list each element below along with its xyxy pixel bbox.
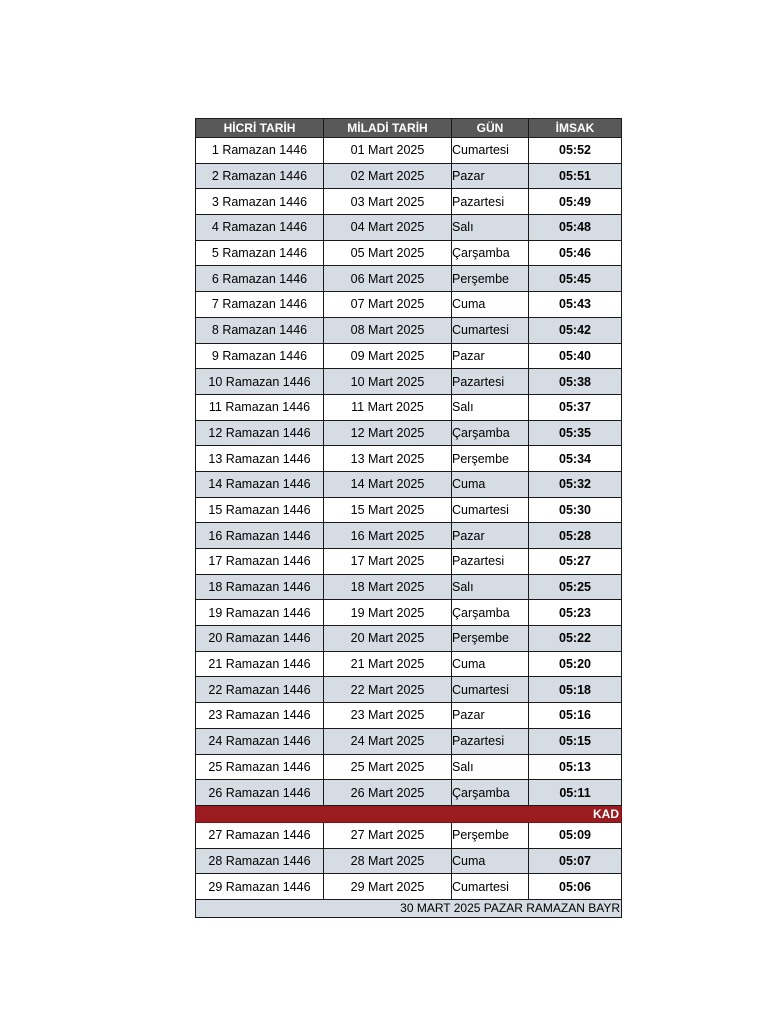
header-gun: GÜN [452, 119, 529, 138]
hicri-date-cell: 2 Ramazan 1446 [196, 163, 324, 189]
hicri-date-cell: 25 Ramazan 1446 [196, 754, 324, 780]
imsakiye-table [195, 118, 622, 918]
bayram-note: 30 MART 2025 PAZAR RAMAZAN BAYR [196, 899, 622, 917]
kadir-gecesi-banner [196, 805, 622, 822]
header-miladi-tarih: MİLADİ TARİH [324, 119, 452, 138]
miladi-date-cell: 10 Mart 2025 [324, 369, 452, 395]
miladi-date-cell: 07 Mart 2025 [324, 292, 452, 318]
table-row [196, 874, 622, 900]
table-row [196, 549, 622, 575]
imsak-time-cell: 05:52 [529, 138, 622, 164]
table-row [196, 266, 622, 292]
miladi-date-cell: 27 Mart 2025 [324, 822, 452, 848]
imsak-time-cell: 05:09 [529, 822, 622, 848]
hicri-date-cell: 14 Ramazan 1446 [196, 471, 324, 497]
imsak-time-cell: 05:28 [529, 523, 622, 549]
table-row [196, 189, 622, 215]
miladi-date-cell: 22 Mart 2025 [324, 677, 452, 703]
day-name-cell: Salı [452, 574, 529, 600]
table-row [196, 292, 622, 318]
imsak-time-cell: 05:42 [529, 317, 622, 343]
imsak-time-cell: 05:27 [529, 549, 622, 575]
table-row [196, 677, 622, 703]
table-row [196, 317, 622, 343]
day-name-cell: Perşembe [452, 266, 529, 292]
day-name-cell: Pazartesi [452, 369, 529, 395]
miladi-date-cell: 20 Mart 2025 [324, 626, 452, 652]
table-row [196, 780, 622, 806]
miladi-date-cell: 23 Mart 2025 [324, 703, 452, 729]
bayram-section [196, 899, 622, 917]
day-name-cell: Pazartesi [452, 189, 529, 215]
miladi-date-cell: 17 Mart 2025 [324, 549, 452, 575]
hicri-date-cell: 10 Ramazan 1446 [196, 369, 324, 395]
day-name-cell: Cumartesi [452, 874, 529, 900]
imsak-time-cell: 05:32 [529, 471, 622, 497]
imsak-time-cell: 05:15 [529, 728, 622, 754]
hicri-date-cell: 12 Ramazan 1446 [196, 420, 324, 446]
hicri-date-cell: 15 Ramazan 1446 [196, 497, 324, 523]
day-name-cell: Cuma [452, 651, 529, 677]
day-name-cell: Cuma [452, 292, 529, 318]
miladi-date-cell: 11 Mart 2025 [324, 394, 452, 420]
miladi-date-cell: 26 Mart 2025 [324, 780, 452, 806]
day-name-cell: Çarşamba [452, 420, 529, 446]
hicri-date-cell: 11 Ramazan 1446 [196, 394, 324, 420]
hicri-date-cell: 7 Ramazan 1446 [196, 292, 324, 318]
day-name-cell: Pazartesi [452, 549, 529, 575]
imsak-time-cell: 05:35 [529, 420, 622, 446]
table-row [196, 523, 622, 549]
imsak-time-cell: 05:06 [529, 874, 622, 900]
hicri-date-cell: 17 Ramazan 1446 [196, 549, 324, 575]
hicri-date-cell: 26 Ramazan 1446 [196, 780, 324, 806]
day-name-cell: Cuma [452, 471, 529, 497]
hicri-date-cell: 27 Ramazan 1446 [196, 822, 324, 848]
table-row [196, 703, 622, 729]
table-row [196, 163, 622, 189]
hicri-date-cell: 18 Ramazan 1446 [196, 574, 324, 600]
day-name-cell: Pazar [452, 163, 529, 189]
hicri-date-cell: 20 Ramazan 1446 [196, 626, 324, 652]
ramazan-calendar-sheet [195, 118, 622, 918]
imsak-time-cell: 05:18 [529, 677, 622, 703]
day-name-cell: Salı [452, 215, 529, 241]
hicri-date-cell: 5 Ramazan 1446 [196, 240, 324, 266]
hicri-date-cell: 16 Ramazan 1446 [196, 523, 324, 549]
hicri-date-cell: 23 Ramazan 1446 [196, 703, 324, 729]
table-row [196, 420, 622, 446]
table-row [196, 574, 622, 600]
table-row [196, 471, 622, 497]
hicri-date-cell: 8 Ramazan 1446 [196, 317, 324, 343]
kadir-gecesi-section [196, 805, 622, 822]
hicri-date-cell: 9 Ramazan 1446 [196, 343, 324, 369]
imsak-time-cell: 05:25 [529, 574, 622, 600]
miladi-date-cell: 15 Mart 2025 [324, 497, 452, 523]
miladi-date-cell: 13 Mart 2025 [324, 446, 452, 472]
miladi-date-cell: 02 Mart 2025 [324, 163, 452, 189]
day-name-cell: Çarşamba [452, 240, 529, 266]
table-row [196, 600, 622, 626]
day-name-cell: Cumartesi [452, 138, 529, 164]
day-name-cell: Pazar [452, 523, 529, 549]
day-name-cell: Cumartesi [452, 317, 529, 343]
table-row [196, 848, 622, 874]
hicri-date-cell: 3 Ramazan 1446 [196, 189, 324, 215]
hicri-date-cell: 4 Ramazan 1446 [196, 215, 324, 241]
day-name-cell: Pazar [452, 703, 529, 729]
day-name-cell: Çarşamba [452, 780, 529, 806]
imsak-time-cell: 05:38 [529, 369, 622, 395]
table-row [196, 215, 622, 241]
table-row [196, 369, 622, 395]
miladi-date-cell: 12 Mart 2025 [324, 420, 452, 446]
day-name-cell: Cumartesi [452, 677, 529, 703]
imsak-time-cell: 05:45 [529, 266, 622, 292]
header-hicri-tarih: HİCRİ TARİH [196, 119, 324, 138]
day-name-cell: Cuma [452, 848, 529, 874]
miladi-date-cell: 28 Mart 2025 [324, 848, 452, 874]
table-body-part1 [196, 138, 622, 806]
day-name-cell: Salı [452, 394, 529, 420]
miladi-date-cell: 18 Mart 2025 [324, 574, 452, 600]
hicri-date-cell: 29 Ramazan 1446 [196, 874, 324, 900]
imsak-time-cell: 05:43 [529, 292, 622, 318]
miladi-date-cell: 08 Mart 2025 [324, 317, 452, 343]
hicri-date-cell: 28 Ramazan 1446 [196, 848, 324, 874]
miladi-date-cell: 06 Mart 2025 [324, 266, 452, 292]
imsak-time-cell: 05:16 [529, 703, 622, 729]
day-name-cell: Salı [452, 754, 529, 780]
table-row [196, 343, 622, 369]
miladi-date-cell: 21 Mart 2025 [324, 651, 452, 677]
table-row [196, 138, 622, 164]
imsak-time-cell: 05:22 [529, 626, 622, 652]
table-row [196, 240, 622, 266]
imsak-time-cell: 05:11 [529, 780, 622, 806]
day-name-cell: Cumartesi [452, 497, 529, 523]
miladi-date-cell: 25 Mart 2025 [324, 754, 452, 780]
hicri-date-cell: 19 Ramazan 1446 [196, 600, 324, 626]
miladi-date-cell: 04 Mart 2025 [324, 215, 452, 241]
table-body-part2 [196, 822, 622, 899]
hicri-date-cell: 24 Ramazan 1446 [196, 728, 324, 754]
table-row [196, 822, 622, 848]
day-name-cell: Pazar [452, 343, 529, 369]
table-row [196, 394, 622, 420]
imsak-time-cell: 05:23 [529, 600, 622, 626]
miladi-date-cell: 16 Mart 2025 [324, 523, 452, 549]
kadir-gecesi-label: KAD [196, 805, 622, 822]
day-name-cell: Perşembe [452, 626, 529, 652]
bayram-note-row [196, 899, 622, 917]
table-row [196, 497, 622, 523]
imsak-time-cell: 05:30 [529, 497, 622, 523]
hicri-date-cell: 22 Ramazan 1446 [196, 677, 324, 703]
imsak-time-cell: 05:48 [529, 215, 622, 241]
hicri-date-cell: 1 Ramazan 1446 [196, 138, 324, 164]
imsak-time-cell: 05:46 [529, 240, 622, 266]
miladi-date-cell: 05 Mart 2025 [324, 240, 452, 266]
imsak-time-cell: 05:13 [529, 754, 622, 780]
miladi-date-cell: 24 Mart 2025 [324, 728, 452, 754]
day-name-cell: Perşembe [452, 446, 529, 472]
day-name-cell: Çarşamba [452, 600, 529, 626]
day-name-cell: Perşembe [452, 822, 529, 848]
miladi-date-cell: 03 Mart 2025 [324, 189, 452, 215]
hicri-date-cell: 13 Ramazan 1446 [196, 446, 324, 472]
header-row [196, 119, 622, 138]
imsak-time-cell: 05:37 [529, 394, 622, 420]
imsak-time-cell: 05:51 [529, 163, 622, 189]
table-row [196, 446, 622, 472]
day-name-cell: Pazartesi [452, 728, 529, 754]
hicri-date-cell: 21 Ramazan 1446 [196, 651, 324, 677]
miladi-date-cell: 19 Mart 2025 [324, 600, 452, 626]
imsak-time-cell: 05:20 [529, 651, 622, 677]
miladi-date-cell: 14 Mart 2025 [324, 471, 452, 497]
imsak-time-cell: 05:49 [529, 189, 622, 215]
table-row [196, 651, 622, 677]
table-row [196, 626, 622, 652]
imsak-time-cell: 05:40 [529, 343, 622, 369]
hicri-date-cell: 6 Ramazan 1446 [196, 266, 324, 292]
miladi-date-cell: 01 Mart 2025 [324, 138, 452, 164]
imsak-time-cell: 05:07 [529, 848, 622, 874]
miladi-date-cell: 29 Mart 2025 [324, 874, 452, 900]
table-row [196, 754, 622, 780]
miladi-date-cell: 09 Mart 2025 [324, 343, 452, 369]
table-row [196, 728, 622, 754]
imsak-time-cell: 05:34 [529, 446, 622, 472]
header-imsak: İMSAK [529, 119, 622, 138]
